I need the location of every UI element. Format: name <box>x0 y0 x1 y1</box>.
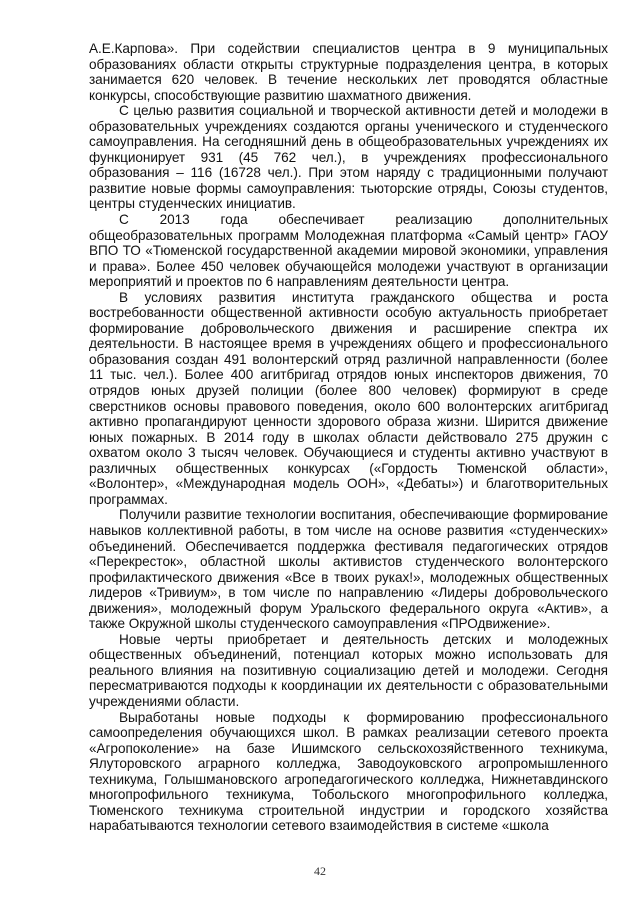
paragraph-5: Получили развитие технологии воспитания, обеспечивающие формирование навыков коллективной работы, в том числе на основе развития «студенческих» объединений. Обеспечивается поддержка фестиваля педагогических отрядов «Перекресток», областной школы активистов студенческого волонтерского профилактического движения «Все в твоих руках!», молодежных общественных лидеров «Тривиум», в том числе по направлению «Лидеры добровольческого движения», молодежный форум Уральского федерального округа «Актив», а также Окружной школы студенческого самоуправления «ПРОдвижение». <box>89 507 608 632</box>
paragraph-1: А.Е.Карпова». При содействии специалистов центра в 9 муниципальных образованиях области открыты структурные подразделения центра, в которых занимается 620 человек. В течение нескольких лет проводятся областные конкурсы, способствующие развитию шахматного движения. <box>89 41 608 103</box>
document-page <box>89 41 608 834</box>
page-number: 42 <box>314 864 326 878</box>
paragraph-2: С целью развития социальной и творческой активности детей и молодежи в образовательных учреждениях создаются органы ученического и студенческого самоуправления. На сегодняшний день в общеобразовательных учреждениях их функционирует 931 (45 762 чел.), в учреждениях профессионального образования – 116 (16728 чел.). При этом наряду с традиционными получают развитие новые формы самоуправления: тьюторские отряды, Союзы студентов, центры студенческих инициатив. <box>89 103 608 212</box>
paragraph-4: В условиях развития института гражданского общества и роста востребованности общественной активности особую актуальность приобретает формирование добровольческого движения и расширение спектра их деятельности. В настоящее время в учреждениях общего и профессионального образования создан 491 волонтерский отряд различной направленности (более 11 тыс. чел.). Более 400 агитбригад отрядов юных инспекторов движения, 70 отрядов юных друзей полиции (более 800 человек) формируют в среде сверстников основы правового поведения, около 600 волонтерских агитбригад активно пропагандируют ценности здорового образа жизни. Ширится движение юных пожарных. В 2014 году в школах области действовало 275 дружин с охватом около 3 тысяч человек. Обучающиеся и студенты активно участвуют в различных общественных конкурсах («Гордость Тюменской области», «Волонтер», «Международная модель ООН», «Дебаты») и благотворительных программах. <box>89 289 608 507</box>
paragraph-3: С 2013 года обеспечивает реализацию дополнительных общеобразовательных программ Молодежная платформа «Самый центр» ГАОУ ВПО ТО «Тюменской государственной академии мировой экономики, управления и права». Более 450 человек обучающейся молодежи участвуют в организации мероприятий и проектов по 6 направлениям деятельности центра. <box>89 212 608 290</box>
paragraph-7: Выработаны новые подходы к формированию профессионального самоопределения обучающихся школ. В рамках реализации сетевого проекта «Агропоколение» на базе Ишимского сельскохозяйственного техникума, Ялуторовского аграрного колледжа, Заводоуковского агропромышленного техникума, Голышмановского агропедагогического колледжа, Нижнетавдинского многопрофильного техникума, Тобольского многопрофильного колледжа, Тюменского техникума строительной индустрии и городского хозяйства нарабатываются технологии сетевого взаимодействия в системе «школа <box>89 709 608 834</box>
paragraph-6: Новые черты приобретает и деятельность детских и молодежных общественных объединений, потенциал которых можно использовать для реального влияния на позитивную социализацию детей и молодежи. Сегодня пересматриваются подходы к координации их деятельности с образовательными учреждениями области. <box>89 631 608 709</box>
